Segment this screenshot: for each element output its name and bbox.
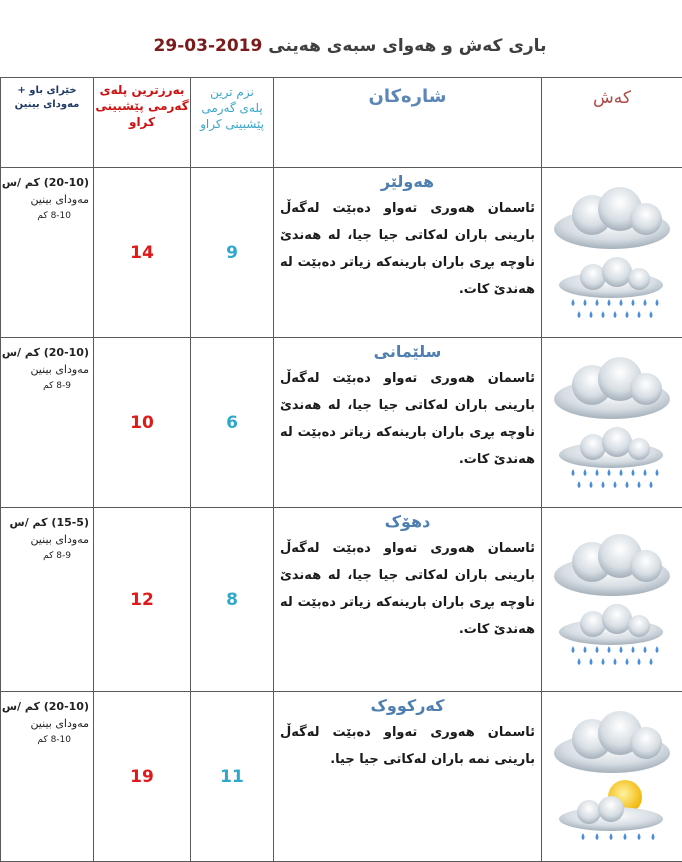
table-row	[1, 508, 682, 692]
min-temp-value: 9	[191, 168, 274, 338]
max-temp-value: 12	[94, 508, 191, 692]
wind-cell	[1, 508, 94, 692]
visibility-value: 8-9 کم	[1, 378, 89, 395]
header-max-line2: گەرمی پێشبینی	[94, 98, 190, 114]
wind-cell	[1, 168, 94, 338]
wind-speed: (15-5) کم /س	[1, 514, 89, 531]
header-max-line3: کراو	[94, 114, 190, 130]
wind-speed: (20-10) کم /س	[1, 344, 89, 361]
visibility-value: 8-9 کم	[1, 548, 89, 565]
wind-speed: (20-10) کم /س	[1, 698, 89, 715]
sun-rain-cloud-icon	[542, 779, 682, 845]
header-weather: کەش	[542, 78, 682, 168]
cloud-icon	[542, 709, 682, 779]
header-wind-line2: مەودای بینین	[1, 98, 93, 112]
city-cell	[274, 692, 542, 862]
min-temp-value: 11	[191, 692, 274, 862]
table-row	[1, 338, 682, 508]
table-row	[1, 168, 682, 338]
city-name: دهۆک	[280, 512, 535, 531]
city-cell	[274, 508, 542, 692]
visibility-label: مەودای بینین	[1, 715, 89, 732]
header-row	[1, 78, 682, 168]
cloud-icon	[542, 355, 682, 425]
page-title	[150, 36, 550, 56]
max-temp-value: 19	[94, 692, 191, 862]
city-name: هەولێر	[280, 172, 535, 191]
wind-speed: (20-10) کم /س	[1, 174, 89, 191]
table-row	[1, 692, 682, 862]
title-text: باری کەش و هەوای سبەی هەینی	[268, 36, 546, 56]
title-date: 2019-03-29	[154, 36, 263, 56]
header-min-line2: پلەی گەرمی	[191, 100, 273, 116]
header-wind	[1, 78, 94, 168]
max-temp-value: 10	[94, 338, 191, 508]
header-cities: شارەکان	[274, 78, 542, 168]
forecast-description: ئاسمان هەوری تەواو دەبێت لەگەڵ بارینی باران لەکاتی جیا جیا، لە هەندێ ناوچە بڕی باران بارینەکە زیاتر دەبێت لە هەندێ کات.	[280, 195, 535, 303]
rain-cloud-icon	[542, 425, 682, 491]
wind-cell	[1, 338, 94, 508]
visibility-value: 8-10 کم	[1, 208, 89, 225]
header-wind-line1: خێرای باو +	[1, 84, 93, 98]
city-name: سلێمانی	[280, 342, 535, 361]
forecast-description: ئاسمان هەوری تەواو دەبێت لەگەڵ بارینی باران لەکاتی جیا جیا، لە هەندێ ناوچە بڕی باران بارینەکە زیاتر دەبێت لە هەندێ کات.	[280, 535, 535, 643]
weather-icons-cell	[542, 692, 682, 862]
visibility-value: 8-10 کم	[1, 732, 89, 749]
header-max-temp	[94, 78, 191, 168]
city-cell	[274, 338, 542, 508]
visibility-label: مەودای بینین	[1, 361, 89, 378]
cloud-icon	[542, 185, 682, 255]
visibility-label: مەودای بینین	[1, 531, 89, 548]
rain-cloud-icon	[542, 255, 682, 321]
forecast-description: ئاسمان هەوری تەواو دەبێت لەگەڵ بارینی باران لەکاتی جیا جیا، لە هەندێ ناوچە بڕی باران بارینەکە زیاتر دەبێت لە هەندێ کات.	[280, 365, 535, 473]
wind-cell	[1, 692, 94, 862]
header-min-line1: نزم ترین	[191, 84, 273, 100]
header-min-line3: پێشبینی کراو	[191, 116, 273, 132]
weather-table	[0, 77, 682, 862]
visibility-label: مەودای بینین	[1, 191, 89, 208]
forecast-description: ئاسمان هەوری تەواو دەبێت لەگەڵ بارینی نمە باران لەکاتی جیا جیا.	[280, 719, 535, 773]
weather-icons-cell	[542, 338, 682, 508]
cloud-icon	[542, 532, 682, 602]
min-temp-value: 6	[191, 338, 274, 508]
min-temp-value: 8	[191, 508, 274, 692]
rain-cloud-icon	[542, 602, 682, 668]
header-min-temp	[191, 78, 274, 168]
city-cell	[274, 168, 542, 338]
weather-icons-cell	[542, 508, 682, 692]
header-max-line1: بەرزترین پلەی	[94, 82, 190, 98]
weather-icons-cell	[542, 168, 682, 338]
max-temp-value: 14	[94, 168, 191, 338]
city-name: کەرکووک	[280, 696, 535, 715]
